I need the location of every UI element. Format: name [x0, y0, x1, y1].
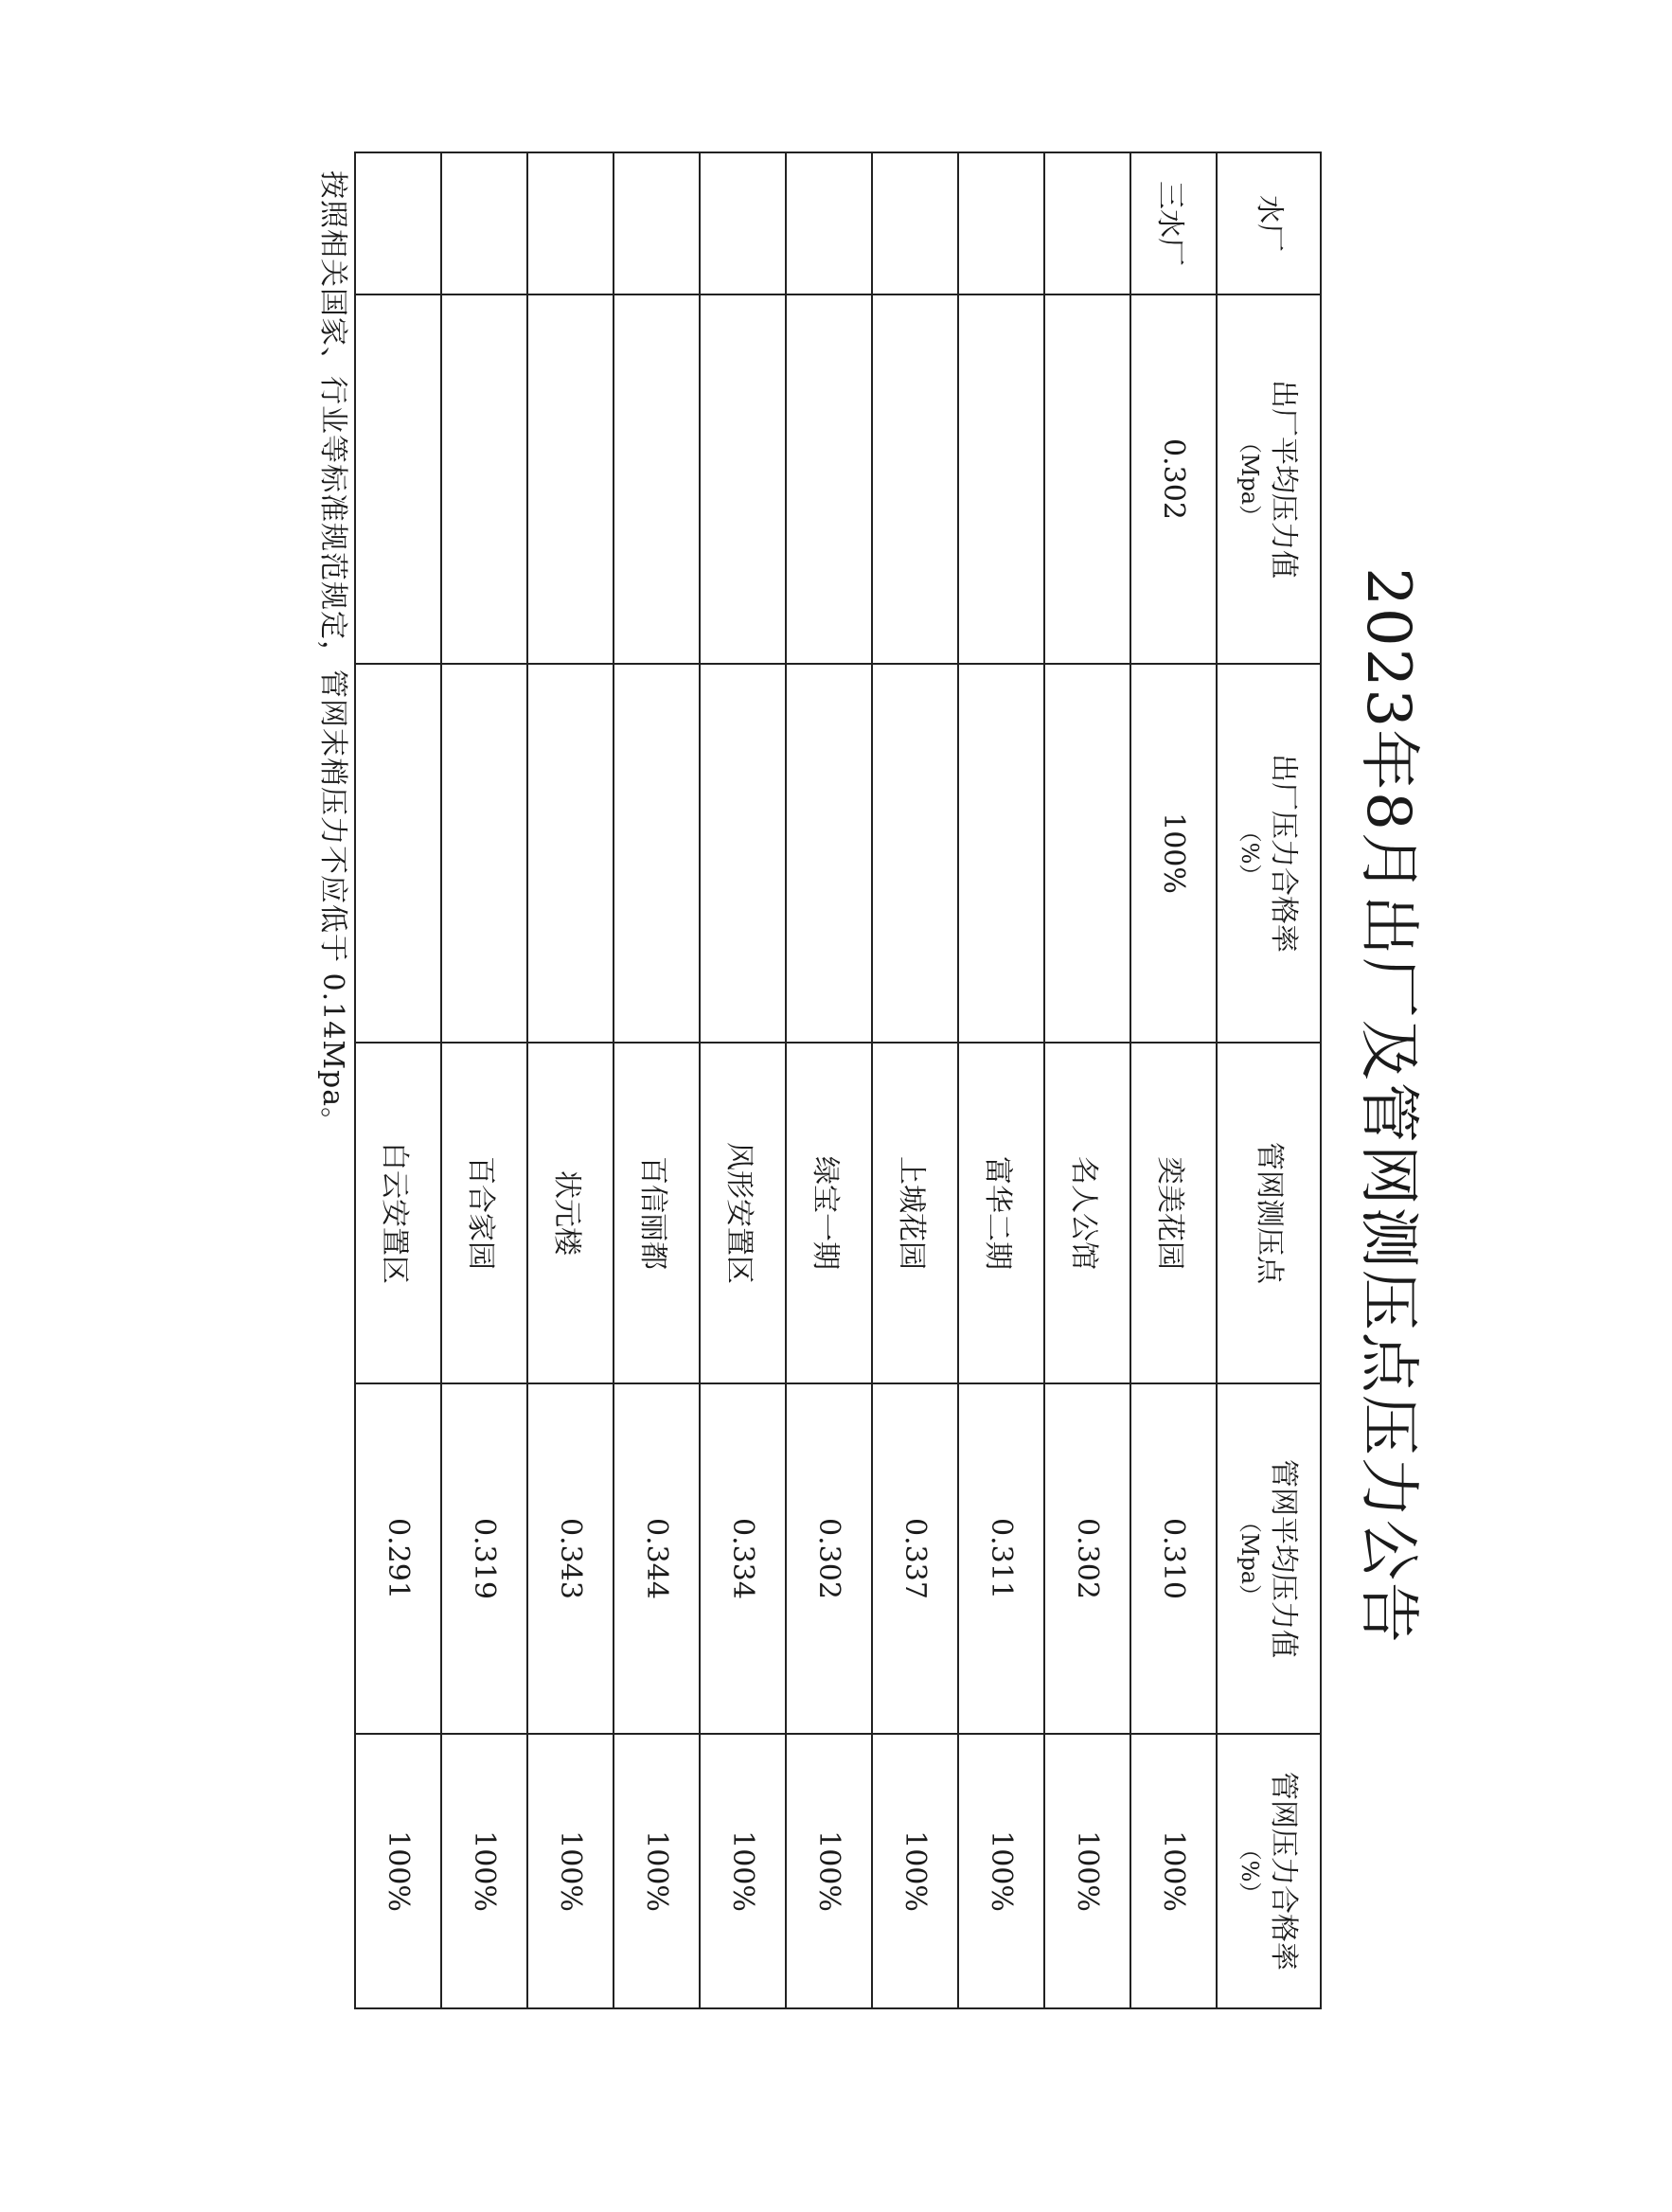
plant-pass-rate-cell [527, 664, 614, 1043]
plant-avg-pressure-cell [958, 294, 1044, 664]
table-row [527, 152, 614, 2008]
header-plant-avg-pressure: 出厂平均压力值 （Mpa） [1217, 294, 1321, 664]
table-header-row [1217, 152, 1321, 2008]
net-avg-pressure-cell: 0.302 [1044, 1383, 1130, 1734]
plant-avg-pressure-cell [700, 294, 786, 664]
net-pass-rate-cell: 100% [786, 1734, 872, 2008]
plant-pass-rate-cell [872, 664, 958, 1043]
net-pass-rate-cell: 100% [441, 1734, 527, 2008]
header-test-point: 管网测压点 [1217, 1043, 1321, 1383]
plant-name-cell [527, 152, 614, 294]
plant-pass-rate-cell [441, 664, 527, 1043]
plant-avg-pressure-cell [614, 294, 700, 664]
test-point-cell: 绿宝一期 [786, 1043, 872, 1383]
plant-pass-rate-cell [700, 664, 786, 1043]
table-row [1044, 152, 1130, 2008]
net-pass-rate-cell: 100% [1130, 1734, 1217, 2008]
plant-name-cell [441, 152, 527, 294]
plant-name-cell [872, 152, 958, 294]
net-pass-rate-cell: 100% [527, 1734, 614, 2008]
plant-pass-rate-cell [1044, 664, 1130, 1043]
net-pass-rate-cell: 100% [958, 1734, 1044, 2008]
plant-name-cell: 三水厂 [1130, 152, 1217, 294]
header-plant-pass-rate: 出厂压力合格率 （%） [1217, 664, 1321, 1043]
table-row [441, 152, 527, 2008]
plant-name-cell [355, 152, 441, 294]
table-row [700, 152, 786, 2008]
plant-name-cell [1044, 152, 1130, 294]
test-point-cell: 百信丽都 [614, 1043, 700, 1383]
test-point-cell: 白云安置区 [355, 1043, 441, 1383]
test-point-cell: 富华二期 [958, 1043, 1044, 1383]
test-point-cell: 百合家园 [441, 1043, 527, 1383]
plant-pass-rate-cell [355, 664, 441, 1043]
net-avg-pressure-cell: 0.334 [700, 1383, 786, 1734]
plant-name-cell [614, 152, 700, 294]
plant-name-cell [700, 152, 786, 294]
header-net-pass-rate: 管网压力合格率 （%） [1217, 1734, 1321, 2008]
plant-name-cell [786, 152, 872, 294]
table-row [958, 152, 1044, 2008]
plant-avg-pressure-cell [441, 294, 527, 664]
test-point-cell: 名人公馆 [1044, 1043, 1130, 1383]
net-pass-rate-cell: 100% [700, 1734, 786, 2008]
pressure-notice-table [354, 152, 1322, 2009]
plant-avg-pressure-cell: 0.302 [1130, 294, 1217, 664]
table-row [786, 152, 872, 2008]
header-net-avg-pressure: 管网平均压力值 （Mpa） [1217, 1383, 1321, 1734]
net-pass-rate-cell: 100% [355, 1734, 441, 2008]
plant-pass-rate-cell [614, 664, 700, 1043]
net-pass-rate-cell: 100% [614, 1734, 700, 2008]
net-avg-pressure-cell: 0.291 [355, 1383, 441, 1734]
table-row [872, 152, 958, 2008]
net-avg-pressure-cell: 0.319 [441, 1383, 527, 1734]
plant-avg-pressure-cell [872, 294, 958, 664]
document-title: 2023年8月出厂及管网测压点压力公告 [1353, 567, 1423, 1645]
net-avg-pressure-cell: 0.311 [958, 1383, 1044, 1734]
plant-pass-rate-cell: 100% [1130, 664, 1217, 1043]
plant-avg-pressure-cell [355, 294, 441, 664]
plant-name-cell [958, 152, 1044, 294]
plant-pass-rate-cell [786, 664, 872, 1043]
net-avg-pressure-cell: 0.302 [786, 1383, 872, 1734]
net-avg-pressure-cell: 0.344 [614, 1383, 700, 1734]
table-row [1130, 152, 1217, 2008]
table-row [355, 152, 441, 2008]
test-point-cell: 上城花园 [872, 1043, 958, 1383]
net-pass-rate-cell: 100% [1044, 1734, 1130, 2008]
net-avg-pressure-cell: 0.343 [527, 1383, 614, 1734]
net-avg-pressure-cell: 0.310 [1130, 1383, 1217, 1734]
plant-avg-pressure-cell [1044, 294, 1130, 664]
plant-pass-rate-cell [958, 664, 1044, 1043]
net-avg-pressure-cell: 0.337 [872, 1383, 958, 1734]
test-point-cell: 风形安置区 [700, 1043, 786, 1383]
test-point-cell: 状元楼 [527, 1043, 614, 1383]
standard-note: 按照相关国家、行业等标准规范规定，管网末梢压力不应低于 0.14Mpa。 [316, 170, 349, 1137]
table-row [614, 152, 700, 2008]
net-pass-rate-cell: 100% [872, 1734, 958, 2008]
plant-avg-pressure-cell [786, 294, 872, 664]
plant-avg-pressure-cell [527, 294, 614, 664]
header-plant: 水厂 [1217, 152, 1321, 294]
test-point-cell: 奕美花园 [1130, 1043, 1217, 1383]
